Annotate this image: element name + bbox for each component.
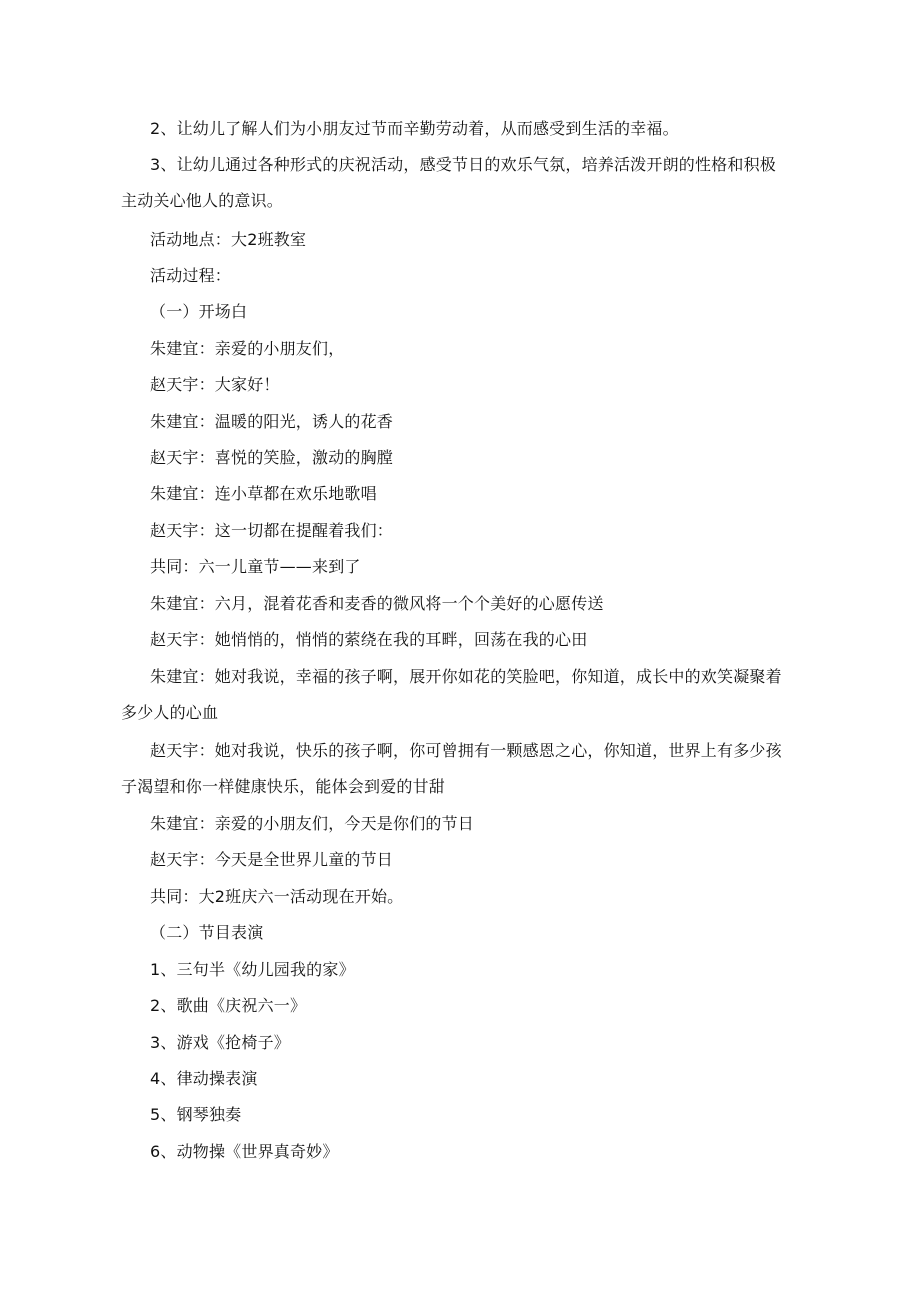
dialogue-line: 赵天宇：她悄悄的，悄悄的萦绕在我的耳畔，回荡在我的心田 [150, 630, 588, 649]
section-performance-heading: （二）节目表演 [150, 923, 264, 942]
activity-location: 活动地点：大2班教室 [150, 230, 307, 249]
goal-item-2: 2、让幼儿了解人们为小朋友过节而辛勤劳动着，从而感受到生活的幸福。 [150, 119, 679, 138]
dialogue-line: 赵天宇：这一切都在提醒着我们： [150, 521, 394, 540]
dialogue-line: 赵天宇：大家好！ [150, 375, 280, 394]
section-opening-heading: （一）开场白 [150, 302, 248, 321]
dialogue-line: 朱建宜：六月，混着花香和麦香的微风将一个个美好的心愿传送 [150, 594, 604, 613]
dialogue-line: 共同：大2班庆六一活动现在开始。 [150, 887, 404, 906]
dialogue-line: 朱建宜：亲爱的小朋友们，今天是你们的节日 [150, 814, 475, 833]
program-item: 3、游戏《抢椅子》 [150, 1033, 290, 1052]
goal-item-3: 3、让幼儿通过各种形式的庆祝活动，感受节日的欢乐气氛，培养活泼开朗的性格和积极主动关心他人的意识。 [121, 155, 776, 210]
dialogue-line: 共同：六一儿童节——来到了 [150, 557, 361, 576]
dialogue-line: 朱建宜：她对我说，幸福的孩子啊，展开你如花的笑脸吧，你知道，成长中的欢笑凝聚着多少人的心血 [121, 667, 782, 722]
program-item: 6、动物操《世界真奇妙》 [150, 1142, 339, 1161]
dialogue-line: 朱建宜：连小草都在欢乐地歌唱 [150, 484, 377, 503]
dialogue-line: 赵天宇：她对我说，快乐的孩子啊，你可曾拥有一颗感恩之心，你知道，世界上有多少孩子渴望和你一样健康快乐，能体会到爱的甘甜 [121, 741, 782, 796]
program-item: 1、三句半《幼儿园我的家》 [150, 960, 355, 979]
activity-process-heading: 活动过程： [150, 266, 232, 285]
program-item: 5、钢琴独奏 [150, 1105, 242, 1124]
dialogue-line: 朱建宜：亲爱的小朋友们， [150, 339, 345, 358]
program-item: 2、歌曲《庆祝六一》 [150, 996, 307, 1015]
dialogue-line: 赵天宇：喜悦的笑脸，激动的胸膛 [150, 448, 394, 467]
dialogue-line: 朱建宜：温暖的阳光，诱人的花香 [150, 412, 394, 431]
program-item: 4、律动操表演 [150, 1069, 258, 1088]
dialogue-line: 赵天宇：今天是全世界儿童的节日 [150, 850, 394, 869]
